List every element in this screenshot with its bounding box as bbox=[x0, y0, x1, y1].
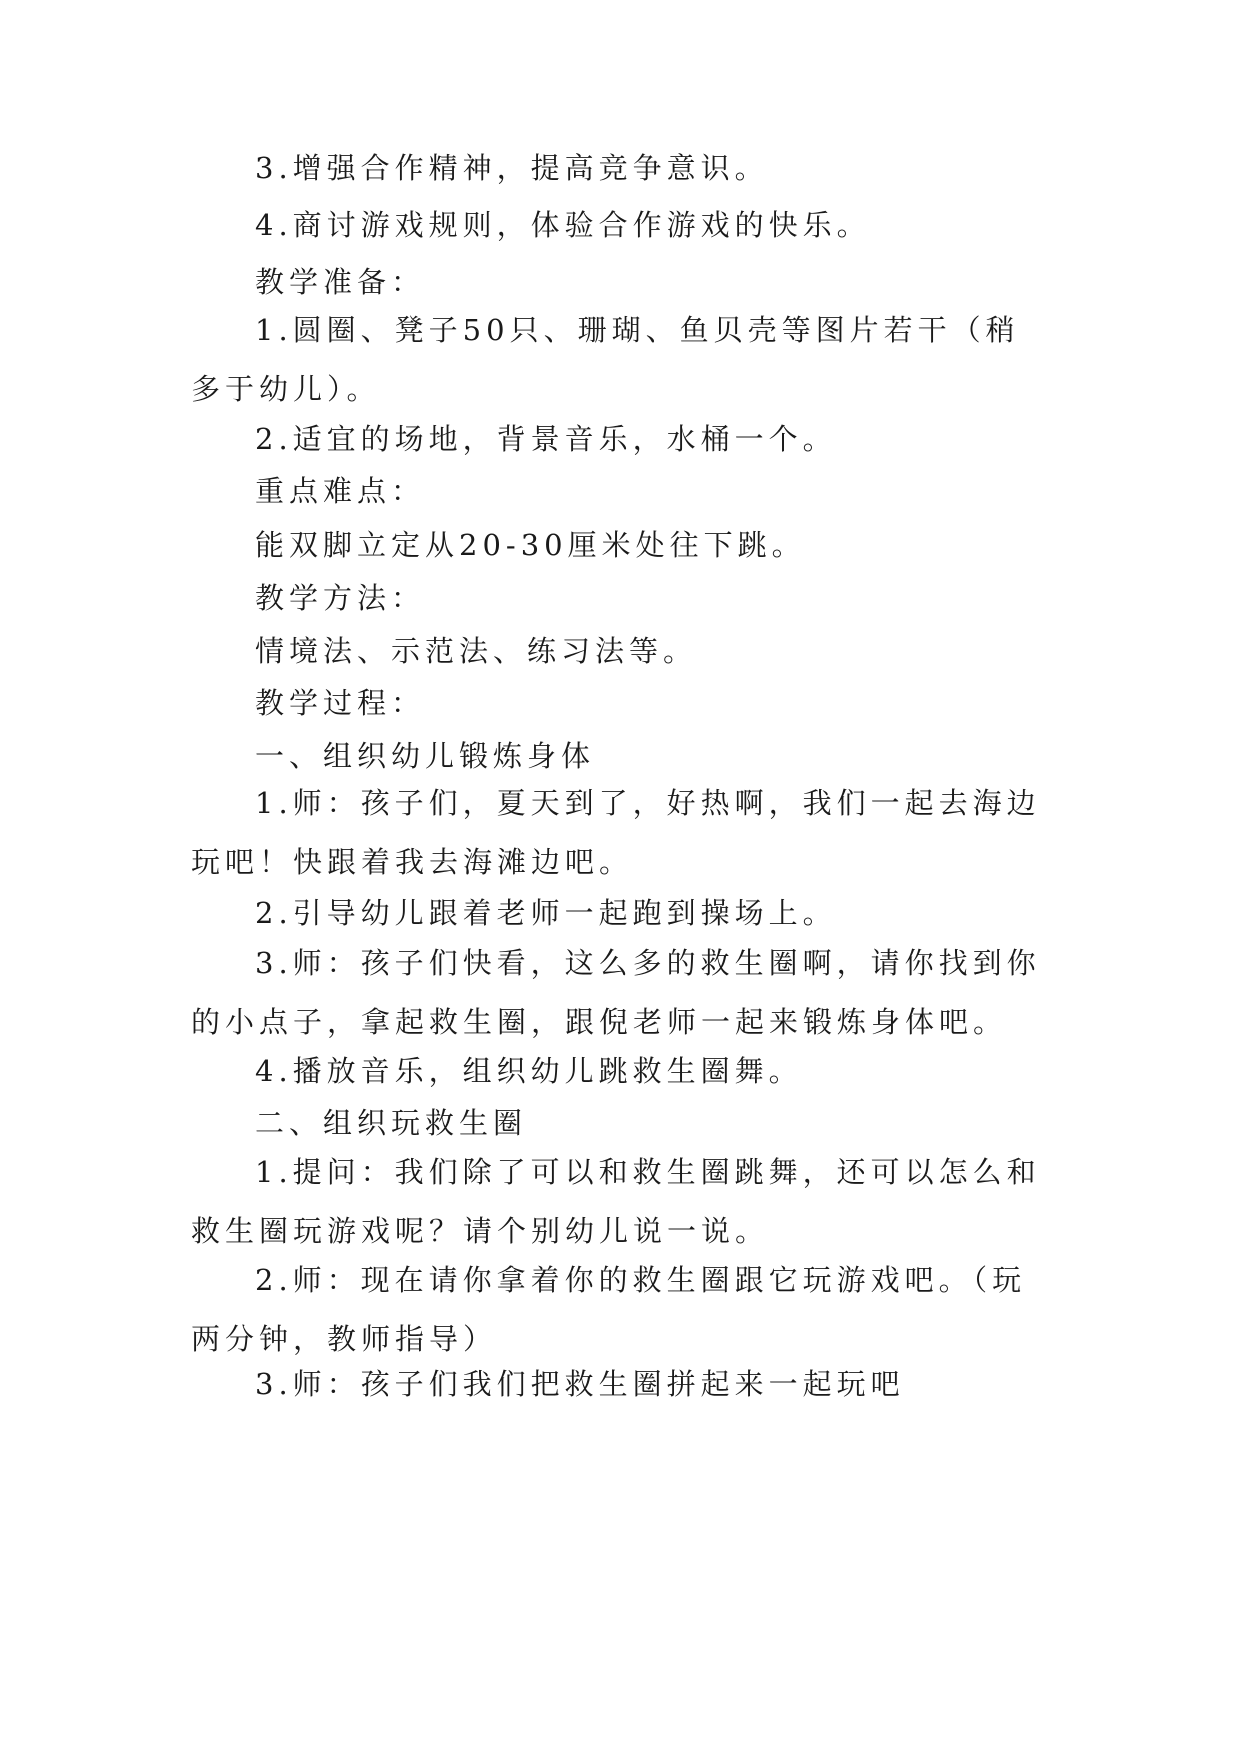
paragraph-section2-step-3: 3.师：孩子们我们把救生圈拼起来一起玩吧 bbox=[255, 1367, 905, 1401]
paragraph-section1-step-2: 2.引导幼儿跟着老师一起跑到操场上。 bbox=[255, 896, 837, 930]
paragraph-objective-4: 4.商讨游戏规则，体验合作游戏的快乐。 bbox=[255, 208, 871, 242]
paragraph-objective-3: 3.增强合作精神，提高竞争意识。 bbox=[255, 151, 769, 185]
paragraph-key-points: 能双脚立定从20-30厘米处往下跳。 bbox=[255, 528, 806, 562]
heading-methods: 教学方法： bbox=[255, 581, 426, 615]
heading-preparation: 教学准备： bbox=[255, 265, 426, 299]
paragraph-section1-step-1: 1.师：孩子们，夏天到了，好热啊，我们一起去海边玩吧！快跟着我去海滩边吧。 bbox=[191, 786, 1041, 879]
heading-process: 教学过程： bbox=[255, 686, 426, 720]
paragraph-methods: 情境法、示范法、练习法等。 bbox=[255, 634, 698, 668]
heading-key-points: 重点难点： bbox=[255, 474, 426, 508]
paragraph-section2-step-2: 2.师：现在请你拿着你的救生圈跟它玩游戏吧。（玩两分钟，教师指导） bbox=[191, 1263, 1027, 1356]
heading-section-1: 一、组织幼儿锻炼身体 bbox=[255, 739, 596, 773]
heading-section-2: 二、组织玩救生圈 bbox=[255, 1106, 528, 1140]
paragraph-section1-step-3: 3.师：孩子们快看，这么多的救生圈啊，请你找到你的小点子，拿起救生圈，跟倪老师一起来锻炼身体吧。 bbox=[191, 946, 1041, 1039]
paragraph-preparation-2: 2.适宜的场地，背景音乐，水桶一个。 bbox=[255, 422, 837, 456]
paragraph-section2-step-1: 1.提问：我们除了可以和救生圈跳舞，还可以怎么和救生圈玩游戏呢？请个别幼儿说一说。 bbox=[191, 1155, 1041, 1248]
paragraph-section1-step-4: 4.播放音乐，组织幼儿跳救生圈舞。 bbox=[255, 1054, 803, 1088]
paragraph-preparation-1: 1.圆圈、凳子50只、珊瑚、鱼贝壳等图片若干（稍多于幼儿）。 bbox=[191, 313, 1020, 406]
